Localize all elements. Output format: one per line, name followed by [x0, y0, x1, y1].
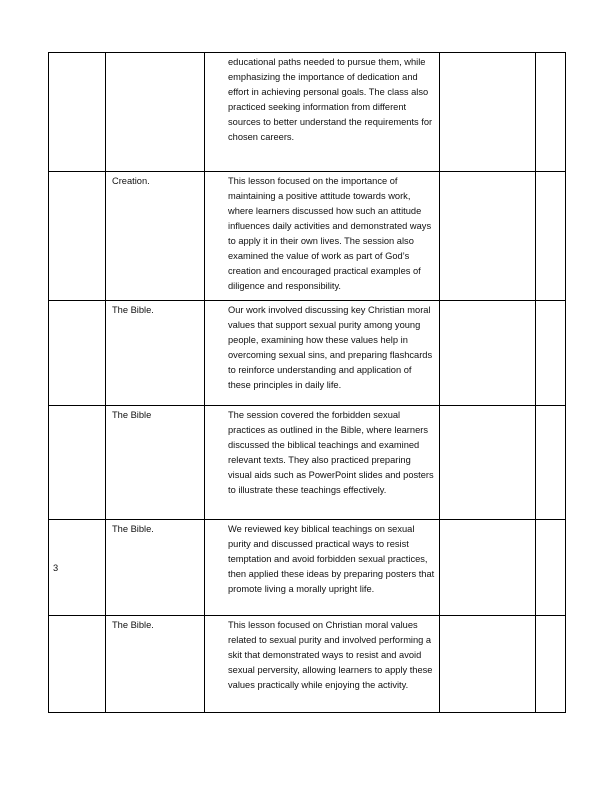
- table-row: [49, 616, 566, 713]
- description-cell: The session covered the forbidden sexual practices as outlined in the Bible, where learners discussed the biblical teachings and examined relevant texts. They also practiced preparing visual aids such as PowerPoint slides and posters to illustrate these teachings effectively.: [205, 406, 440, 520]
- week-cell: [49, 172, 106, 301]
- topic-cell: Creation.: [106, 172, 205, 301]
- table-row: [49, 172, 566, 301]
- empty-cell: [440, 301, 536, 406]
- table-row: [49, 53, 566, 172]
- empty-cell: [536, 520, 566, 616]
- table-row: [49, 406, 566, 520]
- table-row: [49, 520, 566, 616]
- description-cell: educational paths needed to pursue them, while emphasizing the importance of dedication and effort in achieving personal goals. The class also practiced seeking information from different sources to better understand the requirements for chosen careers.: [205, 53, 440, 172]
- week-cell: [49, 301, 106, 406]
- topic-cell: The Bible.: [106, 520, 205, 616]
- week-cell: [49, 406, 106, 520]
- empty-cell: [440, 616, 536, 713]
- topic-cell: The Bible.: [106, 301, 205, 406]
- topic-cell: The Bible.: [106, 616, 205, 713]
- table-row: [49, 301, 566, 406]
- description-cell: Our work involved discussing key Christian moral values that support sexual purity among young people, examining how these values help in overcoming sexual sins, and preparing flashcards to reinforce understanding and application of these principles in daily life.: [205, 301, 440, 406]
- description-cell: This lesson focused on Christian moral values related to sexual purity and involved performing a skit that demonstrated ways to resist and avoid sexual perversity, allowing learners to apply these values practically while enjoying the activity.: [205, 616, 440, 713]
- empty-cell: [536, 616, 566, 713]
- topic-cell: The Bible: [106, 406, 205, 520]
- topic-cell: [106, 53, 205, 172]
- empty-cell: [440, 520, 536, 616]
- week-cell: [49, 616, 106, 713]
- empty-cell: [536, 301, 566, 406]
- week-cell: 3: [49, 520, 106, 616]
- empty-cell: [440, 406, 536, 520]
- lesson-record-table: [48, 52, 566, 713]
- description-cell: We reviewed key biblical teachings on sexual purity and discussed practical ways to resist temptation and avoid forbidden sexual practices, then applied these ideas by preparing posters that promote living a morally upright life.: [205, 520, 440, 616]
- description-cell: This lesson focused on the importance of maintaining a positive attitude towards work, where learners discussed how such an attitude influences daily activities and demonstrated ways to apply it in their own lives. The session also examined the value of work as part of God’s creation and encouraged practical examples of diligence and responsibility.: [205, 172, 440, 301]
- empty-cell: [536, 53, 566, 172]
- week-cell: [49, 53, 106, 172]
- empty-cell: [536, 406, 566, 520]
- empty-cell: [440, 53, 536, 172]
- empty-cell: [440, 172, 536, 301]
- empty-cell: [536, 172, 566, 301]
